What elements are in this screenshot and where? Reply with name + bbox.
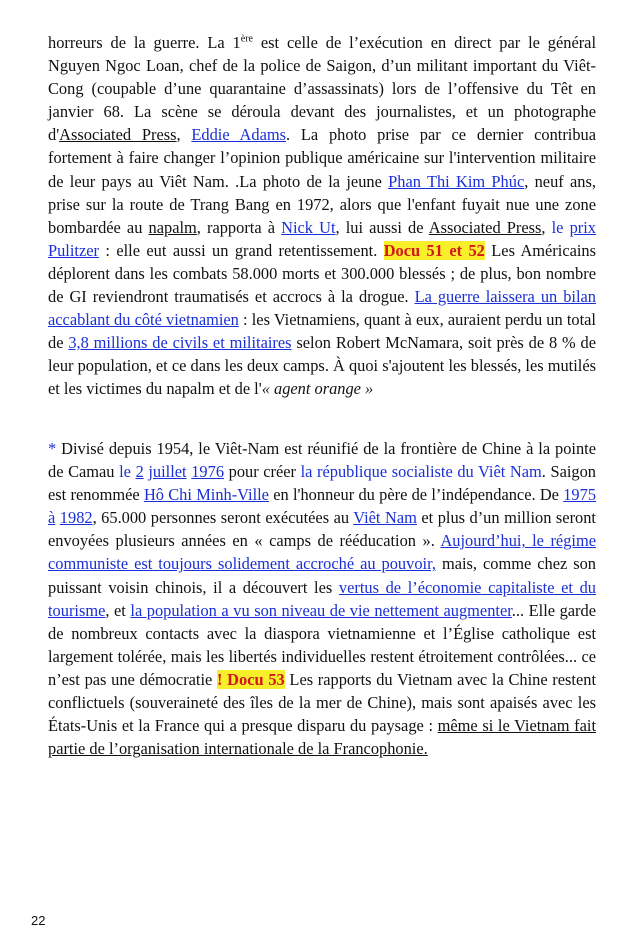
text-run: et plus d’un million seront envoyées plusieurs années en « camps de rééducation ». — [48, 508, 596, 551]
text-run: Les Américains déplorent dans les combats 58.000 morts et 300.000 blessés ; de plus, bon nombre de GI reviendront traumatisés et accrocs à la drogue. — [48, 240, 596, 307]
niveau-de-vie-link[interactable]: la population a vu son niveau de vie nettement augmenter — [130, 600, 512, 620]
text-run: ... Elle garde de nombreux contacts avec la diaspora vietnamienne et l’Église catholique est largement tolérée, mais les libertés individuelles restent étroitement contrôlées... ce n’est pas une démocratie — [48, 600, 596, 689]
date-2-link[interactable]: 2 — [135, 462, 144, 482]
text-run: , rapporta à — [196, 217, 282, 237]
text-run: , — [176, 125, 192, 145]
regime-communiste-link[interactable]: Aujourd’hui, le régime communiste est toujours solidement accroché au pouvoir, — [48, 531, 596, 574]
text-run: . La photo prise par ce dernier contribua fortement à faire changer l’opinion publique américaine sur l'intervention militaire de leur pays au Viêt Nam. .La photo de la jeune — [48, 125, 597, 191]
text-run: , 65.000 personnes seront exécutées au — [92, 508, 354, 528]
le-text: le — [551, 217, 564, 237]
text-run: pour créer — [224, 462, 301, 482]
text-run: en l'honneur du père de l’indépendance. De — [268, 485, 564, 505]
ho-chi-minh-ville-link[interactable]: Hô Chi Minh-Ville — [143, 485, 269, 505]
text-run: , neuf ans, prise sur la route de Trang Bang en 1972, alors que l'enfant fuyait nue une zone bombardée au — [48, 171, 596, 237]
juillet-link[interactable]: juillet — [148, 462, 187, 482]
year-1975-link[interactable]: 1975 — [563, 485, 597, 505]
associated-press-link[interactable]: Associated Press — [59, 125, 177, 145]
vertus-economie-link[interactable]: vertus de l’économie capitaliste et du tourisme — [48, 577, 596, 620]
le-text: le — [119, 462, 131, 482]
year-1982-link[interactable]: 1982 — [59, 508, 93, 528]
docu-51-52-highlight: Docu 51 et 52 — [383, 240, 485, 260]
millions-victims-link[interactable]: 3,8 millions de civils et militaires — [68, 333, 292, 353]
republique-socialiste-text: la république socialiste du Viêt Nam — [300, 462, 542, 482]
docu-53-highlight: ! Docu 53 — [217, 669, 285, 689]
bilan-accablant-link[interactable]: La guerre laissera un bilan accablant du côté vietnamien — [48, 287, 596, 330]
paragraph-vietnam-war-aftermath — [48, 31, 596, 401]
viet-nam-link[interactable]: Viêt Nam — [353, 508, 417, 528]
year-1976-link[interactable]: 1976 — [191, 462, 225, 482]
napalm-link[interactable]: napalm — [148, 217, 197, 237]
text-run: selon Robert McNamara, soit près de 8 % de leur population, et ce dans les deux camps. À quoi s'ajoutent les blessés, les mutilés et les victimes du napalm et de l' — [48, 333, 596, 399]
text-run: est celle de l’exécution en direct par le général Nguyen Ngoc Loan, chef de la police de Saigon, d’un militant important du Viêt-Cong (coupable d’une quarantaine d’assassinats) lors de l’offensive du Têt en janvier 68. La scène se déroula devant des journalistes, et un photographe d' — [48, 33, 597, 145]
text-run: : les Vietnamiens, quant à eux, auraient perdu un total de — [48, 310, 596, 353]
page-number: 22 — [31, 913, 46, 928]
a-link[interactable]: à — [48, 508, 56, 528]
text-run: Divisé depuis 1954, le Viêt-Nam est réunifié de la frontière de Chine à la pointe de Camau — [48, 439, 596, 482]
text-run: Les rapports du Vietnam avec la Chine restent conflictuels (souveraineté des îles de la mer de Chine), mais sont apaisés avec les États-Unis et la France qui a presque disparu du paysage : — [48, 669, 596, 736]
phan-thi-kim-phuc-link[interactable]: Phan Thi Kim Phúc — [388, 171, 525, 191]
eddie-adams-link[interactable]: Eddie Adams — [191, 125, 286, 145]
associated-press-link-2[interactable]: Associated Press — [428, 217, 542, 237]
text-run: mais, comme chez son puissant voisin chinois, il a découvert les — [48, 554, 596, 597]
text-run: , et — [105, 600, 131, 620]
text-run: , lui aussi de — [335, 217, 429, 237]
prix-pulitzer-link[interactable]: prix Pulitzer — [48, 217, 596, 260]
francophonie-underlined-text: même si le Vietnam fait partie de l’organisation internationale de la Francophonie. — [48, 716, 596, 759]
paragraph-reunification — [48, 437, 596, 760]
text-run: , — [541, 217, 552, 237]
text-run: horreurs de la guerre. La 1 — [48, 33, 241, 52]
bullet-asterisk: * — [48, 439, 57, 458]
text-run: : elle eut aussi un grand retentissement. — [98, 240, 384, 260]
text-run: . Saigon est renommée — [48, 462, 596, 505]
nick-ut-link[interactable]: Nick Ut — [281, 217, 336, 237]
superscript-ordinal: ère — [240, 33, 253, 45]
agent-orange-text: « agent orange » — [261, 379, 374, 399]
